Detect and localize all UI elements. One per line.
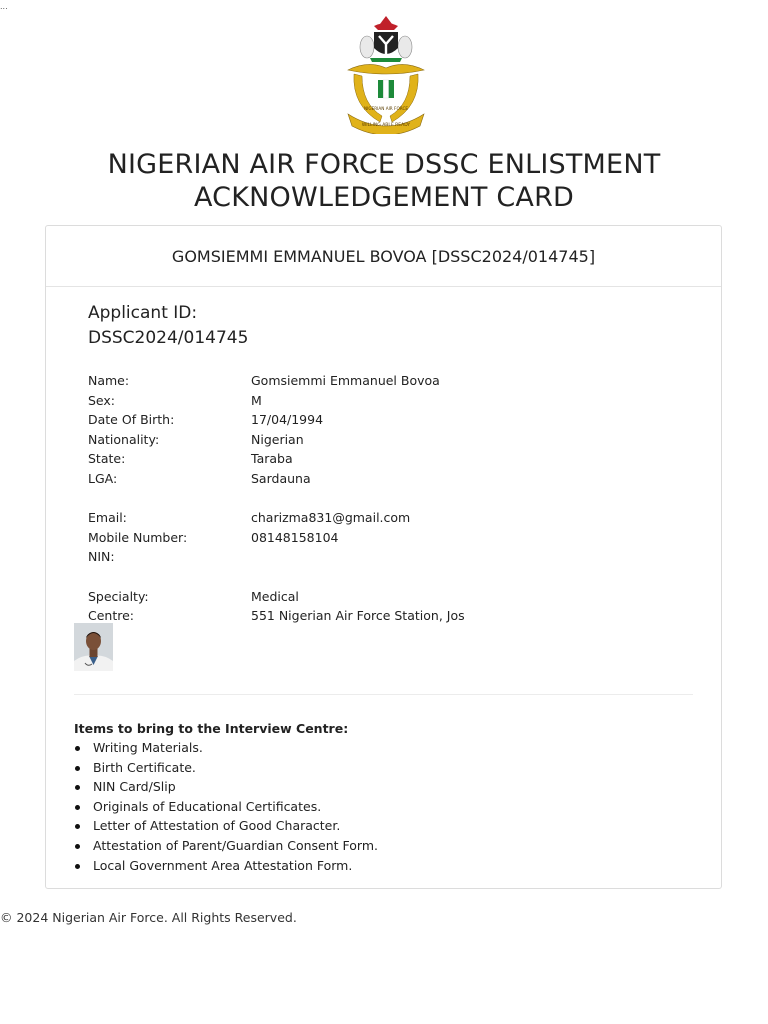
detail-label: Centre: <box>88 608 135 624</box>
detail-row-lga <box>88 469 465 489</box>
emblem-caption: NIGERIAN AIR FORCE <box>363 106 409 111</box>
detail-label: Sex: <box>88 392 116 408</box>
detail-row-mobile <box>88 528 465 548</box>
list-item: Local Government Area Attestation Form. <box>74 856 378 876</box>
detail-label: NIN: <box>88 549 115 565</box>
list-item: Originals of Educational Certificates. <box>74 797 378 817</box>
corner-text: ... <box>0 2 8 11</box>
detail-label: Name: <box>88 373 130 388</box>
detail-label: Date Of Birth: <box>88 412 175 428</box>
detail-label: Nationality: <box>88 431 160 447</box>
detail-row-nationality <box>88 430 465 450</box>
detail-value: 08148158104 <box>251 529 339 545</box>
card-header: GOMSIEMMI EMMANUEL BOVOA [DSSC2024/014745] <box>46 226 721 287</box>
list-item: NIN Card/Slip <box>74 777 378 797</box>
list-item: Writing Materials. <box>74 738 378 758</box>
applicant-details <box>88 371 465 626</box>
detail-row-sex <box>88 391 465 411</box>
detail-value: M <box>251 392 262 408</box>
items-list <box>74 738 378 875</box>
detail-label: State: <box>88 451 126 467</box>
page-title: NIGERIAN AIR FORCE DSSC ENLISTMENT ACKNOWLEDGEMENT CARD <box>107 149 661 213</box>
section-divider <box>74 694 693 695</box>
items-title: Items to bring to the Interview Centre: <box>74 721 349 736</box>
items-section <box>74 719 378 875</box>
detail-value: 551 Nigerian Air Force Station, Jos <box>251 608 465 624</box>
detail-value: Nigerian <box>251 431 304 447</box>
detail-label: Specialty: <box>88 588 149 604</box>
detail-value: charizma831@gmail.com <box>251 510 411 526</box>
detail-label: Mobile Number: <box>88 529 188 545</box>
applicant-photo <box>74 623 113 671</box>
acknowledgement-card <box>45 225 722 889</box>
detail-value: Sardauna <box>251 470 311 486</box>
applicant-id-label: Applicant ID: <box>88 303 198 323</box>
list-item: Attestation of Parent/Guardian Consent Form. <box>74 836 378 856</box>
list-item: Birth Certificate. <box>74 758 378 778</box>
detail-row-centre <box>88 606 465 626</box>
detail-value: Taraba <box>251 451 293 467</box>
detail-value: 17/04/1994 <box>251 412 324 428</box>
detail-row-specialty <box>88 587 465 607</box>
detail-row-name <box>88 371 465 391</box>
detail-label: LGA: <box>88 470 118 486</box>
detail-row-nin <box>88 547 465 567</box>
detail-row-dob <box>88 410 465 430</box>
applicant-id-value: DSSC2024/014745 <box>88 328 249 348</box>
detail-value: Gomsiemmi Emmanuel Bovoa <box>251 373 440 388</box>
list-item: Letter of Attestation of Good Character. <box>74 816 378 836</box>
nigerian-air-force-emblem <box>334 14 438 134</box>
detail-value: Medical <box>251 588 299 604</box>
applicant-id-block <box>88 301 248 351</box>
detail-label: Email: <box>88 510 127 526</box>
footer-copyright: © 2024 Nigerian Air Force. All Rights Reserved. <box>0 910 297 925</box>
emblem-motto: WILLING ABLE READY <box>361 123 411 128</box>
detail-row-email <box>88 508 465 528</box>
detail-row-state <box>88 449 465 469</box>
